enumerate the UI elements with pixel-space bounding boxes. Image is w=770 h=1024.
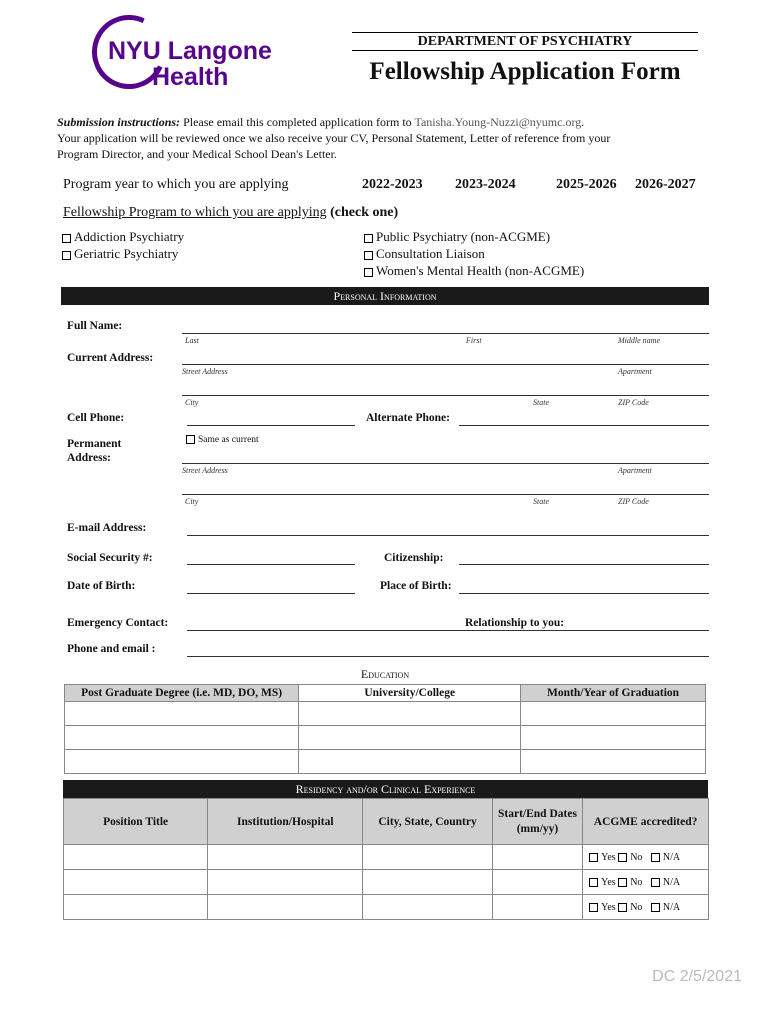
fellowship-check-note: (check one): [330, 205, 399, 220]
header-divider: [352, 50, 698, 51]
personal-info-header: Personal Information: [61, 287, 709, 305]
table-row: [64, 870, 709, 895]
instructions-text3: Program Director, and your Medical School Dean's Letter.: [57, 147, 337, 161]
state-caption: State: [533, 497, 549, 506]
table-cell[interactable]: [65, 702, 299, 726]
instructions-period: .: [581, 115, 585, 129]
city-caption: City: [185, 398, 199, 407]
residency-col-institution: Institution/Hospital: [208, 799, 363, 845]
residency-table: [63, 798, 709, 920]
table-cell[interactable]: [299, 702, 521, 726]
table-cell[interactable]: [65, 750, 299, 774]
fellowship-option[interactable]: [62, 228, 184, 245]
table-cell[interactable]: [492, 845, 582, 870]
instructions: [57, 114, 727, 162]
same-as-current-option[interactable]: [186, 435, 259, 445]
option-label: Women's Mental Health (non-ACGME): [376, 263, 585, 278]
fellowship-right-options: [364, 228, 584, 279]
residency-col-dates: Start/End Dates (mm/yy): [492, 799, 582, 845]
table-row: [65, 702, 706, 726]
apartment-caption: Apartment: [618, 466, 652, 475]
instructions-label: Submission instructions:: [57, 115, 181, 129]
year-option[interactable]: 2023-2024: [455, 177, 516, 192]
citizenship-label: Citizenship:: [384, 552, 444, 564]
cell-phone-field[interactable]: [187, 425, 355, 426]
yes-label: Yes: [601, 876, 616, 888]
na-label: N/A: [662, 901, 681, 913]
checkbox[interactable]: [62, 251, 71, 260]
no-label: No: [630, 876, 643, 888]
apartment-caption: Apartment: [618, 367, 652, 376]
dob-label: Date of Birth:: [67, 580, 136, 592]
street-caption: Street Address: [182, 367, 228, 376]
table-row: [65, 750, 706, 774]
emergency-contact-label: Emergency Contact:: [67, 617, 169, 629]
yes-label: Yes: [601, 901, 616, 913]
permanent-street-field[interactable]: [182, 463, 709, 464]
checkbox[interactable]: [618, 903, 627, 912]
pob-label: Place of Birth:: [380, 580, 452, 592]
acgme-cell: [583, 845, 709, 870]
acgme-cell: [583, 895, 709, 920]
ssn-label: Social Security #:: [67, 552, 153, 564]
logo-line1: NYU Langone: [108, 37, 272, 65]
no-label: No: [630, 901, 643, 913]
residency-col-position: Position Title: [64, 799, 208, 845]
permanent-city-field[interactable]: [182, 494, 709, 495]
checkbox[interactable]: [62, 234, 71, 243]
residency-header: Residency and/or Clinical Experience: [63, 780, 708, 798]
last-caption: Last: [185, 336, 199, 345]
form-title: Fellowship Application Form: [369, 58, 681, 85]
table-cell[interactable]: [521, 702, 706, 726]
zip-caption: ZIP Code: [618, 398, 649, 407]
checkbox[interactable]: [186, 435, 195, 444]
checkbox[interactable]: [364, 251, 373, 260]
table-cell[interactable]: [363, 845, 493, 870]
residency-col-location: City, State, Country: [363, 799, 493, 845]
table-cell[interactable]: [208, 845, 363, 870]
relationship-label: Relationship to you:: [465, 617, 565, 629]
fellowship-option[interactable]: [364, 228, 584, 245]
alternate-phone-label: Alternate Phone:: [366, 412, 450, 424]
current-city-field[interactable]: [182, 395, 709, 396]
na-label: N/A: [662, 876, 681, 888]
pob-field[interactable]: [459, 593, 709, 594]
ssn-field[interactable]: [187, 564, 355, 565]
fellowship-label: Fellowship Program to which you are applying: [63, 205, 327, 220]
option-label: Addiction Psychiatry: [74, 229, 185, 244]
education-col-degree: [65, 685, 299, 702]
current-street-field[interactable]: [182, 364, 709, 365]
education-header: Education: [360, 667, 410, 681]
year-option[interactable]: 2022-2023: [362, 177, 423, 192]
checkbox[interactable]: [589, 903, 598, 912]
logo-line2: Health: [152, 63, 229, 91]
table-cell[interactable]: [64, 845, 208, 870]
table-cell[interactable]: [521, 750, 706, 774]
year-option[interactable]: 2026-2027: [635, 177, 696, 192]
table-cell[interactable]: [65, 726, 299, 750]
checkbox[interactable]: [364, 268, 373, 277]
table-row: [64, 845, 709, 870]
table-cell[interactable]: [299, 726, 521, 750]
state-caption: State: [533, 398, 549, 407]
fellowship-option[interactable]: [62, 245, 184, 262]
first-caption: First: [466, 336, 482, 345]
option-label: Geriatric Psychiatry: [74, 246, 179, 261]
zip-caption: ZIP Code: [618, 497, 649, 506]
residency-col-acgme: ACGME accredited?: [583, 799, 709, 845]
dob-field[interactable]: [187, 593, 355, 594]
na-label: N/A: [662, 851, 681, 863]
table-cell[interactable]: [492, 870, 582, 895]
alternate-phone-field[interactable]: [459, 425, 709, 426]
education-table: [64, 684, 706, 774]
checkbox[interactable]: [651, 853, 660, 862]
table-cell[interactable]: [299, 750, 521, 774]
fellowship-heading: [63, 205, 398, 221]
fellowship-left-options: [62, 228, 184, 262]
full-name-label: Full Name:: [67, 320, 123, 332]
checkbox[interactable]: [618, 878, 627, 887]
instructions-email[interactable]: Tanisha.Young-Nuzzi@nyumc.org: [414, 115, 582, 129]
table-cell[interactable]: [363, 870, 493, 895]
column-label: Post Graduate Degree (i.e. MD, DO, MS): [81, 687, 283, 699]
instructions-text2: Your application will be reviewed once we also receive your CV, Personal Statement, Letter of reference from your: [57, 131, 611, 145]
email-field[interactable]: [187, 535, 709, 536]
citizenship-field[interactable]: [459, 564, 709, 565]
table-cell[interactable]: [492, 895, 582, 920]
logo: [108, 38, 272, 90]
checkbox[interactable]: [589, 853, 598, 862]
table-cell[interactable]: [363, 895, 493, 920]
table-cell[interactable]: [521, 726, 706, 750]
education-col-university: University/College: [299, 685, 521, 702]
no-label: No: [630, 851, 643, 863]
table-cell[interactable]: [64, 870, 208, 895]
table-cell[interactable]: [208, 895, 363, 920]
fellowship-option[interactable]: [364, 262, 584, 279]
header-top-line: [352, 32, 698, 33]
table-cell[interactable]: [208, 870, 363, 895]
emergency-contact-field[interactable]: [187, 630, 709, 631]
cell-phone-label: Cell Phone:: [67, 412, 125, 424]
program-year-label: Program year to which you are applying: [63, 177, 289, 192]
street-caption: Street Address: [182, 466, 228, 475]
checkbox[interactable]: [651, 903, 660, 912]
table-row: [64, 895, 709, 920]
middle-caption: Middle name: [618, 336, 660, 345]
revision-stamp: DC 2/5/2021: [652, 968, 742, 985]
checkbox[interactable]: [589, 878, 598, 887]
option-label: Public Psychiatry (non-ACGME): [376, 229, 551, 244]
checkbox[interactable]: [618, 853, 627, 862]
fellowship-option[interactable]: [364, 245, 584, 262]
checkbox[interactable]: [364, 234, 373, 243]
same-as-current-label: Same as current: [198, 435, 259, 445]
checkbox[interactable]: [651, 878, 660, 887]
phone-email-label: Phone and email :: [67, 643, 156, 655]
yes-label: Yes: [601, 851, 616, 863]
education-col-graduation: Month/Year of Graduation: [521, 685, 706, 702]
permanent-address-label: Permanent Address:: [67, 438, 122, 464]
city-caption: City: [185, 497, 199, 506]
email-label: E-mail Address:: [67, 522, 147, 534]
acgme-cell: [583, 870, 709, 895]
table-cell[interactable]: [64, 895, 208, 920]
instructions-text1: Please email this completed application form to: [183, 115, 412, 129]
option-label: Consultation Liaison: [376, 246, 485, 261]
department-name: DEPARTMENT OF PSYCHIATRY: [417, 34, 633, 49]
phone-email-field[interactable]: [187, 656, 709, 657]
table-row: [65, 726, 706, 750]
year-option[interactable]: 2025-2026: [556, 177, 617, 192]
full-name-field[interactable]: [182, 333, 709, 334]
current-address-label: Current Address:: [67, 352, 154, 364]
